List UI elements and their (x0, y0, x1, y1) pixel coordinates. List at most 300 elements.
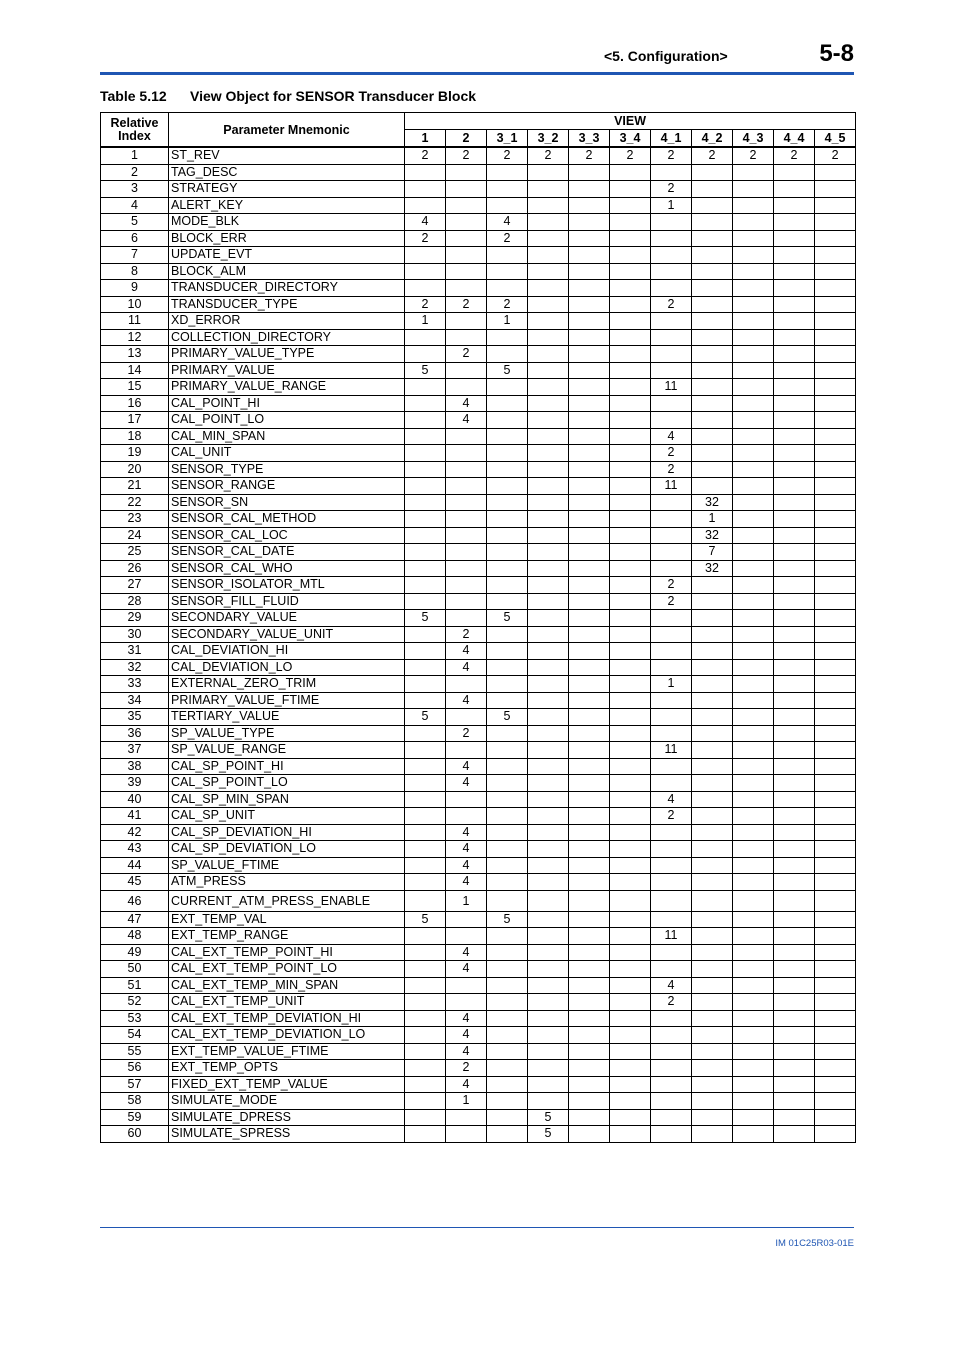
table-row (101, 478, 856, 495)
cell-mnemonic: CAL_DEVIATION_HI (169, 643, 405, 660)
header-rule (100, 72, 854, 75)
cell-view-value (528, 247, 569, 264)
table-row (101, 709, 856, 726)
cell-view-value (733, 676, 774, 693)
cell-index: 42 (101, 824, 169, 841)
cell-view-value (774, 181, 815, 198)
cell-mnemonic: SIMULATE_SPRESS (169, 1126, 405, 1143)
cell-view-value (405, 808, 446, 825)
cell-view-value (651, 1126, 692, 1143)
cell-view-value (733, 944, 774, 961)
cell-view-value (651, 164, 692, 181)
table-row (101, 928, 856, 945)
cell-view-value (569, 791, 610, 808)
cell-view-value (487, 560, 528, 577)
cell-index: 10 (101, 296, 169, 313)
cell-view-value (815, 527, 856, 544)
cell-view-value (651, 280, 692, 297)
cell-view-value: 2 (405, 147, 446, 164)
cell-view-value (405, 961, 446, 978)
cell-index: 30 (101, 626, 169, 643)
cell-view-value (692, 758, 733, 775)
cell-view-value (528, 725, 569, 742)
table-row (101, 395, 856, 412)
cell-view-value (569, 1126, 610, 1143)
table-row (101, 1093, 856, 1110)
cell-view-value (733, 626, 774, 643)
cell-view-value (569, 775, 610, 792)
cell-view-value (774, 412, 815, 429)
cell-view-value (733, 791, 774, 808)
cell-view-value (405, 263, 446, 280)
cell-index: 19 (101, 445, 169, 462)
cell-view-value (651, 395, 692, 412)
cell-view-value (815, 412, 856, 429)
cell-view-value (733, 1027, 774, 1044)
cell-view-value (487, 461, 528, 478)
cell-view-value (692, 461, 733, 478)
cell-view-value: 2 (446, 1060, 487, 1077)
cell-view-value (651, 1109, 692, 1126)
cell-view-value (405, 1076, 446, 1093)
cell-index: 34 (101, 692, 169, 709)
cell-view-value (528, 544, 569, 561)
cell-index: 55 (101, 1043, 169, 1060)
cell-view-value (692, 1043, 733, 1060)
cell-view-value (610, 911, 651, 928)
cell-view-value (733, 164, 774, 181)
cell-index: 25 (101, 544, 169, 561)
cell-view-value (487, 977, 528, 994)
cell-view-value: 4 (446, 1043, 487, 1060)
cell-view-value (692, 643, 733, 660)
cell-mnemonic: PRIMARY_VALUE_RANGE (169, 379, 405, 396)
cell-view-value (487, 395, 528, 412)
cell-view-value: 4 (446, 758, 487, 775)
cell-view-value (815, 808, 856, 825)
cell-mnemonic: TRANSDUCER_TYPE (169, 296, 405, 313)
cell-view-value (692, 928, 733, 945)
cell-view-value: 4 (446, 1027, 487, 1044)
cell-view-value (446, 247, 487, 264)
cell-view-value: 4 (446, 961, 487, 978)
cell-view-value: 2 (446, 725, 487, 742)
cell-view-value (528, 791, 569, 808)
cell-view-value (487, 1126, 528, 1143)
cell-view-value (733, 560, 774, 577)
cell-view-value (610, 874, 651, 891)
cell-view-value (692, 775, 733, 792)
cell-mnemonic: BLOCK_ALM (169, 263, 405, 280)
cell-view-value (528, 841, 569, 858)
cell-view-value (405, 659, 446, 676)
cell-index: 20 (101, 461, 169, 478)
cell-view-value (487, 841, 528, 858)
table-row (101, 994, 856, 1011)
cell-view-value (528, 230, 569, 247)
cell-view-value (774, 478, 815, 495)
cell-mnemonic: CAL_EXT_TEMP_POINT_LO (169, 961, 405, 978)
cell-view-value (692, 791, 733, 808)
cell-view-value (569, 362, 610, 379)
cell-index: 8 (101, 263, 169, 280)
cell-mnemonic: CAL_EXT_TEMP_DEVIATION_HI (169, 1010, 405, 1027)
cell-view-value (651, 1076, 692, 1093)
cell-view-value: 2 (733, 147, 774, 164)
cell-view-value (692, 445, 733, 462)
cell-view-value (733, 1093, 774, 1110)
cell-view-value (487, 1027, 528, 1044)
cell-view-value (569, 841, 610, 858)
cell-view-value (569, 659, 610, 676)
cell-view-value (528, 527, 569, 544)
table-row (101, 961, 856, 978)
cell-view-value (569, 379, 610, 396)
cell-view-value (651, 247, 692, 264)
cell-view-value: 4 (651, 791, 692, 808)
cell-view-value (487, 742, 528, 759)
cell-view-value (815, 445, 856, 462)
cell-view-value (405, 1027, 446, 1044)
cell-view-value (815, 676, 856, 693)
cell-view-value (651, 725, 692, 742)
cell-view-value (528, 977, 569, 994)
cell-index: 36 (101, 725, 169, 742)
cell-view-value (610, 230, 651, 247)
cell-mnemonic: SECONDARY_VALUE_UNIT (169, 626, 405, 643)
cell-view-value (815, 230, 856, 247)
cell-view-value (774, 1043, 815, 1060)
cell-view-value (610, 890, 651, 911)
cell-index: 4 (101, 197, 169, 214)
cell-view-value (733, 961, 774, 978)
cell-view-value (405, 775, 446, 792)
cell-view-value (651, 329, 692, 346)
cell-view-value (733, 808, 774, 825)
cell-view-value (446, 593, 487, 610)
cell-view-value (774, 775, 815, 792)
cell-index: 7 (101, 247, 169, 264)
cell-view-value (405, 346, 446, 363)
cell-view-value (446, 1109, 487, 1126)
table-row (101, 428, 856, 445)
cell-view-value: 2 (446, 147, 487, 164)
cell-view-value (774, 676, 815, 693)
cell-view-value (815, 280, 856, 297)
cell-view-value (651, 1093, 692, 1110)
cell-view-value (446, 742, 487, 759)
table-row (101, 445, 856, 462)
cell-mnemonic: SP_VALUE_RANGE (169, 742, 405, 759)
cell-view-value (405, 1043, 446, 1060)
cell-view-value (815, 1027, 856, 1044)
cell-index: 41 (101, 808, 169, 825)
table-row (101, 857, 856, 874)
cell-view-value (651, 313, 692, 330)
table-row (101, 977, 856, 994)
cell-view-value (692, 346, 733, 363)
table-title: View Object for SENSOR Transducer Block (190, 88, 477, 104)
cell-view-value: 2 (692, 147, 733, 164)
cell-view-value (733, 329, 774, 346)
cell-view-value (733, 280, 774, 297)
cell-mnemonic: PRIMARY_VALUE (169, 362, 405, 379)
header-parameter-mnemonic: Parameter Mnemonic (169, 113, 405, 148)
cell-view-value (733, 841, 774, 858)
cell-view-value (446, 428, 487, 445)
cell-view-value (692, 197, 733, 214)
cell-view-value (733, 1076, 774, 1093)
cell-view-value (487, 544, 528, 561)
cell-view-value (815, 478, 856, 495)
cell-view-value (610, 1126, 651, 1143)
cell-view-value (815, 944, 856, 961)
cell-view-value (528, 263, 569, 280)
cell-view-value (446, 362, 487, 379)
cell-index: 49 (101, 944, 169, 961)
cell-view-value (815, 824, 856, 841)
cell-view-value (446, 461, 487, 478)
cell-view-value (733, 593, 774, 610)
cell-view-value (405, 758, 446, 775)
cell-view-value (610, 961, 651, 978)
cell-view-value (528, 928, 569, 945)
cell-view-value (815, 725, 856, 742)
cell-view-value: 2 (774, 147, 815, 164)
cell-view-value (733, 928, 774, 945)
cell-view-value (815, 428, 856, 445)
cell-view-value (692, 1060, 733, 1077)
cell-view-value: 1 (446, 1093, 487, 1110)
cell-view-value (446, 478, 487, 495)
cell-view-value (692, 379, 733, 396)
cell-view-value (569, 692, 610, 709)
cell-view-value (610, 511, 651, 528)
cell-mnemonic: EXT_TEMP_RANGE (169, 928, 405, 945)
cell-view-value (733, 395, 774, 412)
cell-view-value: 2 (569, 147, 610, 164)
cell-view-value (692, 961, 733, 978)
cell-view-value (774, 560, 815, 577)
cell-view-value (774, 911, 815, 928)
cell-view-value (815, 610, 856, 627)
cell-view-value: 5 (405, 911, 446, 928)
cell-view-value (610, 478, 651, 495)
cell-view-value (733, 313, 774, 330)
cell-view-value (733, 1010, 774, 1027)
cell-view-value (569, 197, 610, 214)
cell-view-value (487, 527, 528, 544)
cell-view-value (569, 676, 610, 693)
cell-view-value (446, 994, 487, 1011)
cell-view-value: 4 (405, 214, 446, 231)
cell-view-value (610, 1109, 651, 1126)
table-row (101, 544, 856, 561)
cell-view-value (610, 610, 651, 627)
cell-index: 45 (101, 874, 169, 891)
cell-view-value (692, 824, 733, 841)
cell-view-value (815, 296, 856, 313)
cell-view-value (405, 247, 446, 264)
cell-view-value: 2 (651, 461, 692, 478)
cell-view-value (815, 379, 856, 396)
cell-index: 2 (101, 164, 169, 181)
table-row (101, 1043, 856, 1060)
section-title: <5. Configuration> (604, 48, 728, 64)
cell-index: 24 (101, 527, 169, 544)
table-row (101, 313, 856, 330)
cell-view-value (774, 214, 815, 231)
cell-view-value (610, 329, 651, 346)
cell-mnemonic: SENSOR_SN (169, 494, 405, 511)
cell-view-value (610, 164, 651, 181)
cell-view-value (487, 1060, 528, 1077)
cell-view-value (733, 610, 774, 627)
cell-view-value (610, 791, 651, 808)
cell-view-value (569, 1109, 610, 1126)
table-row (101, 841, 856, 858)
cell-view-value (774, 593, 815, 610)
cell-mnemonic: SP_VALUE_TYPE (169, 725, 405, 742)
cell-view-value (446, 709, 487, 726)
cell-view-value: 1 (651, 676, 692, 693)
cell-view-value (528, 214, 569, 231)
cell-view-value (569, 1093, 610, 1110)
table-row (101, 890, 856, 911)
cell-view-value (651, 214, 692, 231)
cell-view-value (405, 412, 446, 429)
cell-view-value (610, 977, 651, 994)
cell-view-value (446, 164, 487, 181)
cell-view-value (610, 692, 651, 709)
cell-mnemonic: ALERT_KEY (169, 197, 405, 214)
cell-view-value (815, 313, 856, 330)
cell-view-value (651, 362, 692, 379)
cell-view-value (528, 1043, 569, 1060)
cell-view-value (815, 994, 856, 1011)
cell-view-value (569, 994, 610, 1011)
cell-view-value (528, 164, 569, 181)
cell-view-value (528, 1010, 569, 1027)
cell-view-value (569, 874, 610, 891)
table-row (101, 626, 856, 643)
cell-view-value (733, 1126, 774, 1143)
cell-view-value (692, 362, 733, 379)
cell-view-value (610, 808, 651, 825)
table-row (101, 147, 856, 164)
cell-view-value (733, 775, 774, 792)
cell-mnemonic: CAL_SP_MIN_SPAN (169, 791, 405, 808)
cell-view-value (610, 626, 651, 643)
cell-view-value (487, 626, 528, 643)
cell-view-value (815, 857, 856, 874)
cell-view-value (405, 461, 446, 478)
cell-view-value (610, 263, 651, 280)
cell-view-value (733, 1109, 774, 1126)
cell-view-value (610, 593, 651, 610)
cell-view-value (487, 280, 528, 297)
cell-view-value (487, 659, 528, 676)
cell-view-value (651, 1027, 692, 1044)
cell-view-value (815, 890, 856, 911)
cell-view-value (774, 791, 815, 808)
cell-view-value (774, 890, 815, 911)
cell-mnemonic: SIMULATE_MODE (169, 1093, 405, 1110)
cell-view-value (692, 577, 733, 594)
cell-index: 57 (101, 1076, 169, 1093)
cell-view-value (446, 560, 487, 577)
cell-view-value: 5 (487, 709, 528, 726)
cell-view-value (815, 197, 856, 214)
cell-view-value (651, 857, 692, 874)
cell-view-value (569, 577, 610, 594)
cell-mnemonic: SENSOR_CAL_WHO (169, 560, 405, 577)
cell-view-value: 32 (692, 560, 733, 577)
cell-view-value (610, 824, 651, 841)
cell-view-value (610, 1076, 651, 1093)
cell-index: 16 (101, 395, 169, 412)
cell-view-value (569, 808, 610, 825)
cell-view-value (774, 1109, 815, 1126)
cell-view-value (405, 560, 446, 577)
cell-mnemonic: SENSOR_TYPE (169, 461, 405, 478)
cell-view-value (692, 994, 733, 1011)
cell-view-value (733, 709, 774, 726)
cell-view-value (569, 857, 610, 874)
cell-view-value (446, 329, 487, 346)
cell-mnemonic: SENSOR_CAL_METHOD (169, 511, 405, 528)
cell-view-value (774, 961, 815, 978)
cell-view-value (815, 346, 856, 363)
cell-view-value (774, 1126, 815, 1143)
cell-index: 3 (101, 181, 169, 198)
cell-index: 44 (101, 857, 169, 874)
table-row (101, 593, 856, 610)
cell-mnemonic: BLOCK_ERR (169, 230, 405, 247)
cell-view-value (569, 412, 610, 429)
cell-view-value (610, 247, 651, 264)
cell-view-value: 5 (405, 610, 446, 627)
cell-view-value (692, 412, 733, 429)
cell-view-value (569, 1043, 610, 1060)
cell-view-value (405, 676, 446, 693)
cell-view-value (692, 874, 733, 891)
header-view: VIEW (405, 113, 856, 130)
cell-index: 35 (101, 709, 169, 726)
cell-view-value (610, 346, 651, 363)
cell-view-value (528, 994, 569, 1011)
cell-view-value (446, 230, 487, 247)
cell-view-value (405, 1109, 446, 1126)
cell-view-value (446, 511, 487, 528)
cell-view-value (651, 758, 692, 775)
cell-view-value (692, 841, 733, 858)
cell-view-value (528, 395, 569, 412)
cell-view-value (774, 329, 815, 346)
cell-view-value (569, 961, 610, 978)
cell-view-value (692, 1093, 733, 1110)
cell-view-value (610, 928, 651, 945)
cell-view-value (405, 164, 446, 181)
cell-view-value (610, 742, 651, 759)
cell-view-value (446, 197, 487, 214)
cell-view-value (610, 412, 651, 429)
cell-view-value (815, 692, 856, 709)
cell-view-value (692, 709, 733, 726)
cell-view-value (815, 560, 856, 577)
cell-view-value (692, 857, 733, 874)
cell-mnemonic: EXT_TEMP_OPTS (169, 1060, 405, 1077)
